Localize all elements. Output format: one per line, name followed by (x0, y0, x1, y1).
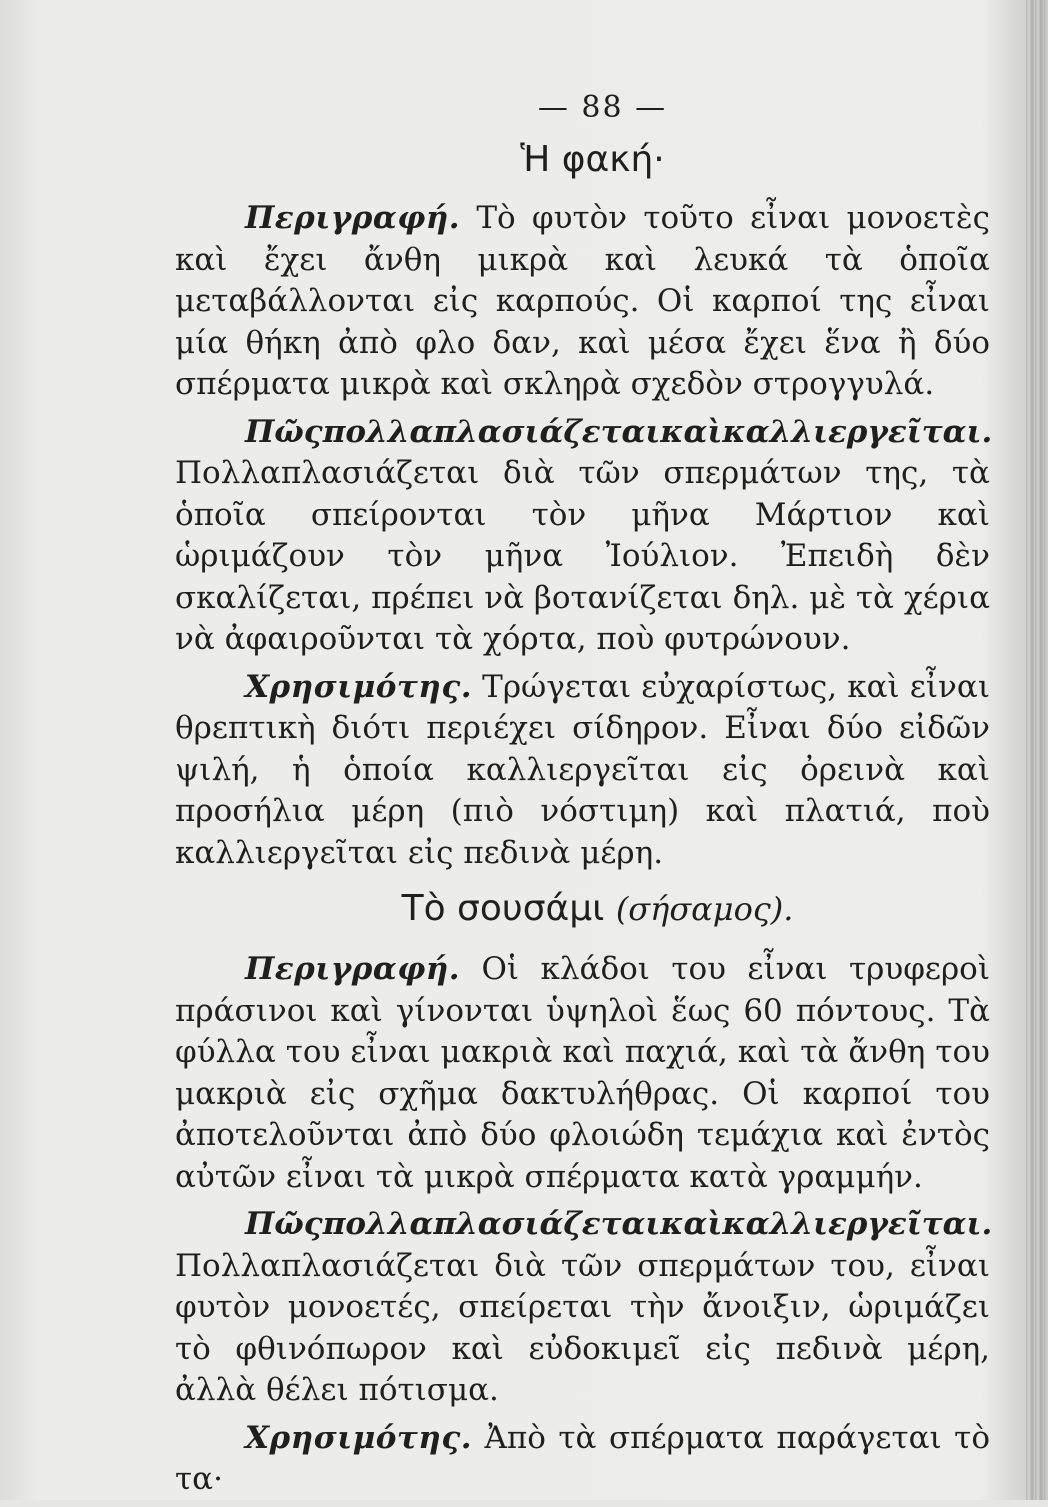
lentil-description-head: Περιγραφή. (245, 200, 461, 236)
sesame-description-text: Οἱ κλάδοι του εἶναι τρυφεροὶ πράσινοι καὶ γίνονται ὑψηλοὶ ἕως 60 πόντους. Τὰ φύλλα του εἶναι μακριὰ καὶ παχιά, καὶ τὰ ἄνθη του μακριὰ εἰς σχῆμα δακτυλήθρας. Οἱ καρποί του ἀποτελοῦνται ἀπὸ δύο φλοιώδη τεμάχια καὶ ἐντὸς αὐτῶν εἶναι τὰ μικρὰ σπέρματα κατὰ γραμμήν. (175, 951, 990, 1195)
sesame-cultivation-head (175, 1204, 993, 1246)
lentil-description-text: Τὸ φυτὸν τοῦτο εἶναι μονοετὲς καὶ ἔχει ἄνθη μικρὰ καὶ λευκά τὰ ὁποῖα μεταβάλλονται εἰς καρπούς. Οἱ καρποί της εἶναι μία θήκη ἀπὸ φλο δαν, καὶ μέσα ἔχει ἕνα ἢ δύο σπέρματα μικρὰ καὶ σκληρὰ σχεδὸν στρογγυλά. (175, 200, 990, 402)
sesame-cultivation-text: Πολλαπλασιάζεται διὰ τῶν σπερμάτων του, εἶναι φυτὸν μονοετές, σπείρεται τὴν ἄνοιξιν, ὡριμάζει τὸ φθινόπωρον καὶ εὐδοκιμεῖ εἰς πεδινὰ μέρη, ἀλλὰ θέλει πότισμα. (175, 1247, 990, 1408)
lentil-usefulness-head: Χρησιμότης. (245, 668, 472, 705)
lentil-description (175, 198, 990, 406)
sesame-usefulness-text: Ἀπὸ τὰ σπέρματα παράγεται τὸ τα· (175, 1419, 990, 1497)
cult-word: Πῶς (245, 1206, 323, 1242)
page-content (175, 90, 993, 1507)
cult-word: πολλαπλασιάζεται (322, 413, 661, 450)
cult-word: καλλιεργεῖται. (722, 1206, 993, 1242)
sesame-description-head: Περιγραφή. (245, 951, 461, 987)
lentil-usefulness (175, 667, 990, 875)
sesame-title-paren: (σήσαμος). (615, 890, 794, 928)
book-spine (1026, 0, 1048, 1500)
sesame-description (175, 949, 990, 1198)
sesame-usefulness-head: Χρησιμότης. (245, 1419, 472, 1456)
sesame-title-main: Τὸ σουσάμι (401, 888, 605, 929)
sesame-usefulness (175, 1418, 990, 1501)
lentil-cultivation-text: Πολλαπλασιάζεται διὰ τῶν σπερμάτων της, τὰ ὁποῖα σπείρονται τὸν μῆνα Μάρτιον καὶ ὡριμάζουν τὸν μῆνα Ἰούλιον. Ἐπειδὴ δὲν σκαλίζεται, πρέπει νὰ βοτανίζεται δηλ. μὲ τὰ χέρια νὰ ἀφαιροῦνται τὰ χόρτα, ποὺ φυτρώνουν. (175, 455, 990, 657)
section-title-lentil: Ἡ φακή· (520, 139, 665, 180)
cult-word: καλλιεργεῖται. (722, 413, 993, 450)
cult-word: καὶ (660, 413, 723, 450)
cult-word: πολλαπλασιάζεται (322, 1206, 661, 1242)
section-title-sesame (175, 888, 990, 929)
lentil-usefulness-text: Τρώγεται εὐχαρίστως, καὶ εἶναι θρεπτικὴ διότι περιέχει σίδηρον. Εἶναι δύο εἰδῶν ψιλή, ἡ ὁποία καλλιεργεῖται εἰς ὀρεινὰ καὶ προσήλια μέρη (πιὸ νόστιμη) καὶ πλατιά, ποὺ καλλιεργεῖται εἰς πεδινὰ μέρη. (175, 668, 990, 871)
lentil-cultivation-head (175, 412, 993, 454)
page-number: — 88 — (537, 90, 668, 125)
cult-word: καὶ (660, 1206, 723, 1242)
cult-word: Πῶς (245, 413, 323, 450)
